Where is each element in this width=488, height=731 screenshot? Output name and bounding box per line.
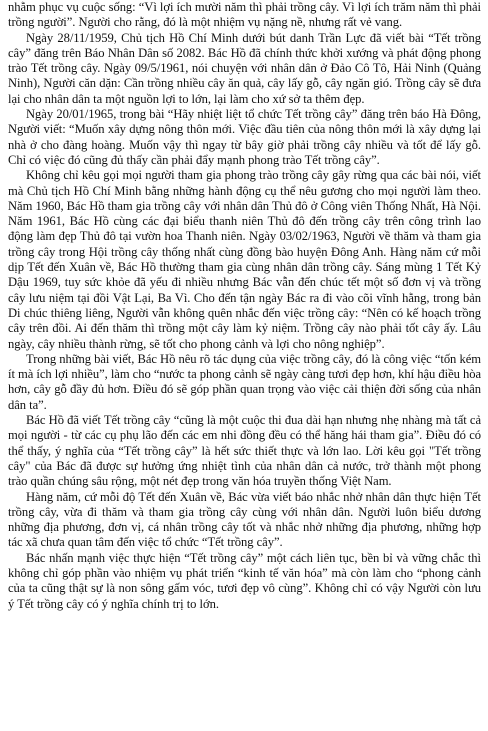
paragraph-emphasis: Bác nhấn mạnh việc thực hiện “Tết trồng cây” một cách liên tục, bền bỉ và vững chắc thì không chỉ góp phần vào nhiệm vụ phát triển “kinh tế văn hóa” mà còn làm cho “phong cảnh của ta cũng thật sự là non sông gấm vóc, tươi đẹp vô cùng”. Không chỉ có vậy Người còn lưu ý Tết trồng cây có ý nghĩa chính trị to lớn. <box>8 550 481 611</box>
paragraph-annual-tet: Hàng năm, cứ mỗi độ Tết đến Xuân về, Bác vừa viết báo nhắc nhở nhân dân thực hiện Tết trồng cây, vừa đi thăm và tham gia trồng cây cùng với nhân dân. Người luôn biểu dương những địa phương, đơn vị, cá nhân trồng cây tốt và nhắc nhở những địa phương, những hợp tác xã chưa quan tâm đến việc tổ chức “Tết trồng cây”. <box>8 489 481 550</box>
paragraph-benefits: Trong những bài viết, Bác Hồ nêu rõ tác dụng của việc trồng cây, đó là công việc “tốn kém ít mà ích lợi nhiều”, làm cho “nước ta phong cảnh sẽ ngày càng tươi đẹp hơn, khí hậu điều hòa hơn, cây gỗ đầy đủ hơn. Điều đó sẽ góp phần quan trọng vào việc cải thiện đời sống của nhân dân ta”. <box>8 351 481 412</box>
paragraph-1965-article: Ngày 20/01/1965, trong bài “Hãy nhiệt liệt tổ chức Tết trồng cây” đăng trên báo Hà Đông, Người viết: “Muốn xây dựng nông thôn mới. Việc đầu tiên của nông thôn mới là xây dựng lại nhà ở cho đàng hoàng. Muốn vậy thì ngay từ bây giờ phải trồng cây nhiều và tốt để lấy gỗ. Chỉ có việc đó cũng đủ thấy cần phải đẩy mạnh phong trào Tết trồng cây”. <box>8 107 481 167</box>
paragraph-1959-article: Ngày 28/11/1959, Chủ tịch Hồ Chí Minh dưới bút danh Trần Lực đã viết bài “Tết trồng cây” đăng trên Báo Nhân Dân số 2082. Bác Hồ đã chính thức khởi xướng và phát động phong trào Tết trồng cây. Ngày 09/5/1961, nói chuyện với nhân dân ở Đảo Cô Tô, Hải Ninh (Quảng Ninh), Người căn dặn: Cần trồng nhiều cây ăn quả, cây lấy gỗ, cây ngăn gió. Trồng cây sẽ đưa lại cho nhân dân ta một nguồn lợi to lớn, lại làm cho xứ sở ta thêm đẹp. <box>8 30 481 106</box>
paragraph-intro: nhằm phục vụ cuộc sống: “Vì lợi ích mười năm thì phải trồng cây. Vì lợi ích trăm năm thì phải trồng người”. Người cho rằng, đó là một nhiệm vụ nặng nề, nhưng rất vẻ vang. <box>8 0 481 30</box>
paragraph-leading-by-example: Không chỉ kêu gọi mọi người tham gia phong trào trồng cây gây rừng qua các bài nói, viết mà Chủ tịch Hồ Chí Minh bằng những hành động cụ thể nêu gương cho mọi người làm theo. Năm 1960, Bác Hồ tham gia trồng cây với nhân dân Thủ đô ở Công viên Thống Nhất, Hà Nội. Năm 1961, Bác Hồ cùng các đại biểu thanh niên Thủ đô đến trồng cây trên công trình lao động làm đẹp Thủ đô tại vườn hoa Thanh niên. Ngày 03/02/1963, Người về thăm và tham gia trồng cây trong Hội trồng cây thống nhất cùng đồng bào huyện Đông Anh. Hàng năm cứ mỗi dịp Tết đến Xuân về, Bác Hồ thường tham gia cùng nhân dân trồng cây. Sáng mùng 1 Tết Kỷ Dậu 1969, tuy sức khỏe đã yếu đi nhiều nhưng Bác vẫn đến chúc tết một số đơn vị và trồng cây lưu niệm tại đồi Vật Lại, Ba Vì. Cho đến tận ngày Bác ra đi vào cõi vĩnh hằng, trong bản Di chúc thiêng liêng, Người vẫn không quên nhắc đến việc trồng cây: “Nên có kế hoạch trồng cây trên đồi. Ai đến thăm thì trồng một cây làm kỷ niệm. Trồng cây nào phải tốt cây ấy. Lâu ngày, cây nhiều thành rừng, sẽ tốt cho phong cảnh và lợi cho nông nghiệp”. <box>8 168 481 351</box>
paragraph-emulation: Bác Hồ đã viết Tết trồng cây “cũng là một cuộc thi đua dài hạn nhưng nhẹ nhàng mà tất cả mọi người - từ các cụ phụ lão đến các em nhi đồng đều có thể hăng hái tham gia”. Điều đó có thể thấy, ý nghĩa của “Tết trồng cây” là hết sức thiết thực và lớn lao. Lời kêu gọi "Tết trồng cây" của Bác đã được sự hưởng ứng nhiệt tình của nhân dân cả nước, trở thành một phong trào quần chúng sâu rộng, một nét đẹp trong văn hóa truyền thống Việt Nam. <box>8 413 481 489</box>
